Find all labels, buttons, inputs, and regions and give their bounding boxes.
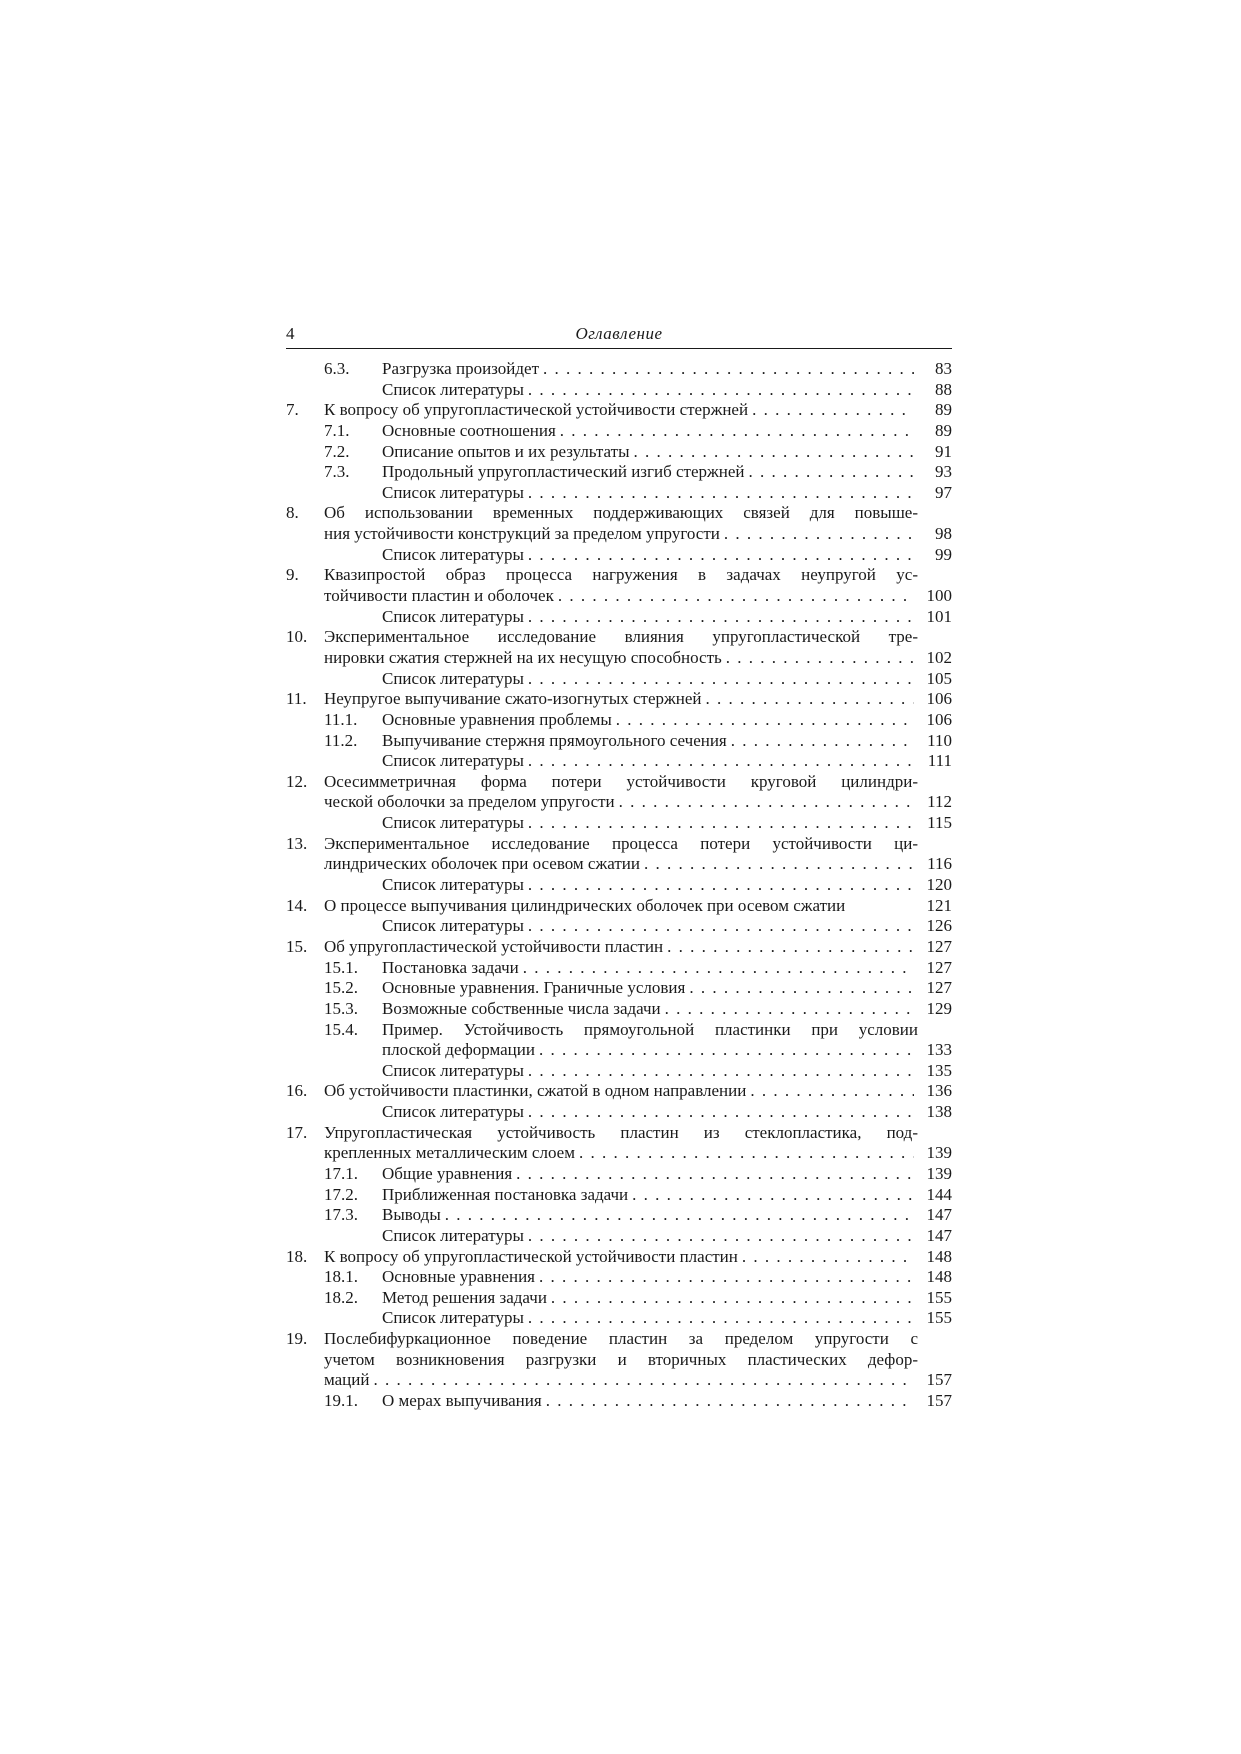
toc-entry-line — [286, 999, 952, 1020]
toc-leader-dots — [523, 958, 914, 979]
toc-page-number: 126 — [926, 916, 952, 936]
toc-page-number: 157 — [926, 1370, 952, 1390]
toc-entry-number: 8. — [286, 503, 299, 523]
toc-page-number: 133 — [926, 1040, 952, 1060]
toc-page-number: 97 — [935, 482, 952, 502]
toc-entry-line — [286, 1247, 952, 1268]
toc-entry-line — [286, 1391, 952, 1412]
toc-entry-title: Об упругопластической устойчивости пластин — [324, 936, 664, 956]
toc-entry-title: Список литературы — [382, 813, 524, 833]
toc-entry-title: Продольный упругопластический изгиб стержней — [382, 462, 745, 482]
toc-page-number: 102 — [926, 647, 952, 667]
toc-page-number: 155 — [926, 1308, 952, 1328]
document-page — [286, 322, 952, 1412]
toc-page-number: 112 — [927, 792, 952, 812]
toc-entry-number: 14. — [286, 895, 308, 915]
toc-page-number: 110 — [927, 730, 952, 750]
toc-entry-title: Разгрузка произойдет — [382, 359, 540, 378]
toc-entry-line — [286, 503, 952, 524]
toc-leader-dots — [742, 1247, 914, 1268]
toc-entry-number: 10. — [286, 627, 308, 647]
toc-page-number: 98 — [935, 524, 952, 544]
toc-entry-line — [286, 586, 952, 607]
toc-page-number: 135 — [926, 1060, 952, 1080]
toc-entry-number: 9. — [286, 565, 299, 585]
toc-entry-title: Неупругое выпучивание сжато-изогнутых стержней — [324, 689, 702, 709]
toc-page-number: 129 — [926, 998, 952, 1018]
toc-entry-line — [286, 380, 952, 401]
toc-entry-title: Список литературы — [382, 482, 524, 502]
toc-entry-number: 11.2. — [324, 730, 358, 750]
toc-entry-title: ческой оболочки за пределом упругости — [324, 792, 615, 812]
toc-entry-title: Список литературы — [382, 1225, 524, 1245]
toc-entry-number: 18.1. — [324, 1267, 358, 1287]
toc-entry-number: 15. — [286, 936, 308, 956]
toc-page-number: 111 — [927, 751, 952, 771]
toc-page-number: 147 — [926, 1225, 952, 1245]
toc-leader-dots — [750, 1081, 914, 1102]
toc-page-number: 138 — [926, 1102, 952, 1122]
toc-entry-number: 16. — [286, 1081, 308, 1101]
toc-entry-line — [286, 854, 952, 875]
toc-entry-line — [286, 1164, 952, 1185]
toc-entry-line — [286, 1267, 952, 1288]
toc-entry-line — [286, 731, 952, 752]
toc-leader-dots — [667, 937, 914, 958]
toc-entry-title: Основные уравнения проблемы — [382, 709, 612, 729]
toc-entry-title: Послебифуркационное поведение пластин за пределом упругости с — [324, 1329, 918, 1349]
toc-leader-dots — [619, 792, 914, 813]
toc-entry-number: 17.3. — [324, 1205, 358, 1225]
toc-leader-dots — [528, 669, 914, 690]
toc-entry-title: тойчивости пластин и оболочек — [324, 586, 554, 606]
toc-entry-number: 17.1. — [324, 1163, 358, 1183]
toc-page-number: 155 — [926, 1287, 952, 1307]
toc-page-number: 88 — [935, 379, 952, 399]
toc-entry-title: К вопросу об упругопластической устойчивости пластин — [324, 1246, 738, 1266]
toc-leader-dots — [528, 916, 914, 937]
toc-leader-dots — [528, 483, 914, 504]
toc-entry-title: Выводы — [382, 1205, 441, 1225]
toc-leader-dots — [528, 1061, 914, 1082]
toc-entry-title: маций — [324, 1370, 370, 1390]
toc-page-number: 148 — [926, 1246, 952, 1266]
toc-page-number: 91 — [935, 441, 952, 461]
toc-entry-title: Список литературы — [382, 875, 524, 895]
table-of-contents — [286, 359, 952, 1412]
toc-page-number: 139 — [926, 1143, 952, 1163]
toc-leader-dots — [558, 586, 914, 607]
toc-entry-title: Квазипростой образ процесса нагружения в задачах неупругой ус- — [324, 565, 918, 585]
toc-page-number: 127 — [926, 936, 952, 956]
toc-entry-title: Основные уравнения. Граничные условия — [382, 978, 686, 998]
toc-entry-line — [286, 958, 952, 979]
toc-entry-title: крепленных металлическим слоем — [324, 1143, 575, 1163]
toc-page-number: 89 — [935, 420, 952, 440]
toc-entry-line — [286, 1288, 952, 1309]
toc-entry-line — [286, 1350, 952, 1371]
toc-entry-number: 13. — [286, 833, 308, 853]
toc-leader-dots — [528, 875, 914, 896]
toc-entry-title: линдрических оболочек при осевом сжатии — [324, 854, 640, 874]
toc-entry-line — [286, 1040, 952, 1061]
toc-entry-number: 15.4. — [324, 1019, 358, 1039]
toc-leader-dots — [634, 442, 914, 463]
toc-entry-line — [286, 1329, 952, 1350]
running-header — [286, 322, 952, 349]
toc-entry-title: Метод решения задачи — [382, 1287, 547, 1307]
toc-page-number: 89 — [935, 400, 952, 420]
toc-entry-title: Экспериментальное исследование влияния упругопластической тре- — [324, 627, 918, 647]
toc-entry-line — [286, 689, 952, 710]
toc-entry-line — [286, 421, 952, 442]
toc-entry-line — [286, 896, 952, 917]
toc-page-number: 139 — [926, 1163, 952, 1183]
toc-entry-number: 15.2. — [324, 978, 358, 998]
toc-entry-number: 17.2. — [324, 1184, 358, 1204]
toc-entry-line — [286, 1205, 952, 1226]
toc-entry-line — [286, 1081, 952, 1102]
toc-leader-dots — [560, 421, 914, 442]
toc-page-number: 157 — [926, 1391, 952, 1411]
toc-entry-line — [286, 813, 952, 834]
toc-entry-title: Описание опытов и их результаты — [382, 441, 630, 461]
toc-entry-line — [286, 607, 952, 628]
toc-entry-line — [286, 916, 952, 937]
toc-entry-line — [286, 524, 952, 545]
toc-entry-line — [286, 545, 952, 566]
toc-leader-dots — [539, 1267, 914, 1288]
toc-page-number: 100 — [926, 586, 952, 606]
toc-page-number: 120 — [926, 875, 952, 895]
toc-leader-dots — [749, 462, 915, 483]
toc-entry-number: 18.2. — [324, 1287, 358, 1307]
toc-entry-number: 12. — [286, 771, 308, 791]
toc-entry-title: Список литературы — [382, 1060, 524, 1080]
toc-entry-title: Экспериментальное исследование процесса потери устойчивости ци- — [324, 833, 918, 853]
toc-page-number: 106 — [926, 709, 952, 729]
toc-entry-line — [286, 1123, 952, 1144]
toc-leader-dots — [528, 751, 914, 772]
toc-entry-line — [286, 627, 952, 648]
toc-entry-title: учетом возникновения разгрузки и вторичных пластических дефор- — [324, 1349, 918, 1369]
toc-entry-title: Общие уравнения — [382, 1163, 513, 1183]
toc-entry-title: плоской деформации — [382, 1040, 535, 1060]
toc-entry-line — [286, 978, 952, 999]
toc-entry-line — [286, 937, 952, 958]
toc-leader-dots — [551, 1288, 914, 1309]
toc-entry-title: О мерах выпучивания — [382, 1391, 542, 1411]
toc-entry-title: Список литературы — [382, 379, 524, 399]
toc-leader-dots — [445, 1205, 914, 1226]
toc-entry-line — [286, 1061, 952, 1082]
toc-entry-number: 11.1. — [324, 709, 358, 729]
toc-page-number: 116 — [927, 854, 952, 874]
toc-entry-title: Список литературы — [382, 751, 524, 771]
toc-entry-number: 19.1. — [324, 1391, 358, 1411]
toc-entry-number: 17. — [286, 1122, 308, 1142]
toc-entry-number: 6.3. — [324, 359, 350, 378]
toc-entry-title: Осесимметричная форма потери устойчивости круговой цилиндри- — [324, 771, 918, 791]
toc-page-number: 115 — [927, 813, 952, 833]
toc-page-number: 136 — [926, 1081, 952, 1101]
toc-leader-dots — [706, 689, 914, 710]
toc-leader-dots — [731, 731, 914, 752]
toc-entry-number: 18. — [286, 1246, 308, 1266]
toc-entry-line — [286, 648, 952, 669]
toc-page-number: 93 — [935, 462, 952, 482]
toc-entry-line — [286, 483, 952, 504]
toc-page-number: 83 — [935, 359, 952, 378]
toc-leader-dots — [539, 1040, 914, 1061]
toc-entry-title: Список литературы — [382, 1308, 524, 1328]
page-number: 4 — [286, 324, 295, 343]
toc-leader-dots — [689, 978, 914, 999]
toc-entry-title: Список литературы — [382, 668, 524, 688]
toc-leader-dots — [752, 400, 914, 421]
toc-entry-title: нировки сжатия стержней на их несущую способность — [324, 647, 722, 667]
toc-leader-dots — [528, 1226, 914, 1247]
toc-entry-title: Основные соотношения — [382, 420, 556, 440]
toc-page-number: 144 — [926, 1184, 952, 1204]
toc-entry-number: 11. — [286, 689, 307, 709]
toc-leader-dots — [543, 359, 914, 380]
toc-entry-line — [286, 442, 952, 463]
toc-entry-number: 7.2. — [324, 441, 350, 461]
toc-page-number: 127 — [926, 978, 952, 998]
toc-leader-dots — [528, 545, 914, 566]
toc-entry-line — [286, 772, 952, 793]
toc-entry-line — [286, 462, 952, 483]
toc-entry-line — [286, 359, 952, 380]
toc-entry-number: 7. — [286, 400, 299, 420]
toc-entry-line — [286, 1308, 952, 1329]
running-title: Оглавление — [575, 324, 663, 343]
toc-entry-line — [286, 834, 952, 855]
toc-page-number: 106 — [926, 689, 952, 709]
toc-entry-title: Пример. Устойчивость прямоугольной пластинки при условии — [382, 1019, 918, 1039]
toc-entry-number: 7.3. — [324, 462, 350, 482]
toc-entry-line — [286, 1102, 952, 1123]
toc-entry-title: Основные уравнения — [382, 1267, 535, 1287]
toc-page-number: 99 — [935, 544, 952, 564]
toc-entry-number: 15.3. — [324, 998, 358, 1018]
toc-entry-title: Список литературы — [382, 1102, 524, 1122]
toc-entry-title: О процессе выпучивания цилиндрических оболочек при осевом сжатии — [324, 895, 846, 915]
toc-entry-line — [286, 1370, 952, 1391]
toc-entry-line — [286, 1185, 952, 1206]
toc-entry-title: К вопросу об упругопластической устойчивости стержней — [324, 400, 749, 420]
toc-entry-line — [286, 710, 952, 731]
toc-leader-dots — [373, 1370, 914, 1391]
toc-entry-line — [286, 565, 952, 586]
toc-entry-title: Об использовании временных поддерживающих связей для повыше- — [324, 503, 918, 523]
toc-entry-title: Список литературы — [382, 606, 524, 626]
toc-leader-dots — [516, 1164, 914, 1185]
toc-page-number: 105 — [926, 668, 952, 688]
toc-leader-dots — [632, 1185, 914, 1206]
toc-page-number: 147 — [926, 1205, 952, 1225]
toc-entry-number: 19. — [286, 1329, 308, 1349]
toc-page-number: 127 — [926, 957, 952, 977]
toc-entry-line — [286, 400, 952, 421]
toc-entry-line — [286, 1226, 952, 1247]
toc-leader-dots — [528, 813, 914, 834]
toc-entry-title: Приближенная постановка задачи — [382, 1184, 629, 1204]
toc-entry-line — [286, 751, 952, 772]
toc-leader-dots — [616, 710, 914, 731]
toc-page-number: 121 — [926, 895, 952, 915]
toc-leader-dots — [579, 1143, 914, 1164]
toc-entry-line — [286, 792, 952, 813]
toc-leader-dots — [528, 1308, 914, 1329]
toc-entry-title: Об устойчивости пластинки, сжатой в одном направлении — [324, 1081, 747, 1101]
toc-entry-title: Упругопластическая устойчивость пластин из стеклопластика, под- — [324, 1122, 918, 1142]
toc-leader-dots — [528, 607, 914, 628]
toc-page-number: 101 — [926, 606, 952, 626]
toc-entry-title: ния устойчивости конструкций за пределом упругости — [324, 524, 720, 544]
toc-entry-line — [286, 1143, 952, 1164]
toc-leader-dots — [724, 524, 914, 545]
toc-page-number: 148 — [926, 1267, 952, 1287]
toc-leader-dots — [665, 999, 914, 1020]
toc-leader-dots — [644, 854, 914, 875]
toc-entry-number: 7.1. — [324, 420, 350, 440]
toc-leader-dots — [726, 648, 914, 669]
toc-entry-title: Выпучивание стержня прямоугольного сечения — [382, 730, 727, 750]
toc-entry-number: 15.1. — [324, 957, 358, 977]
toc-leader-dots — [546, 1391, 914, 1412]
toc-entry-title: Возможные собственные числа задачи — [382, 998, 661, 1018]
toc-entry-line — [286, 875, 952, 896]
toc-leader-dots — [528, 380, 914, 401]
toc-leader-dots — [528, 1102, 914, 1123]
toc-entry-line — [286, 669, 952, 690]
toc-entry-title: Список литературы — [382, 544, 524, 564]
toc-entry-title: Список литературы — [382, 916, 524, 936]
toc-entry-title: Постановка задачи — [382, 957, 519, 977]
toc-entry-line — [286, 1020, 952, 1041]
